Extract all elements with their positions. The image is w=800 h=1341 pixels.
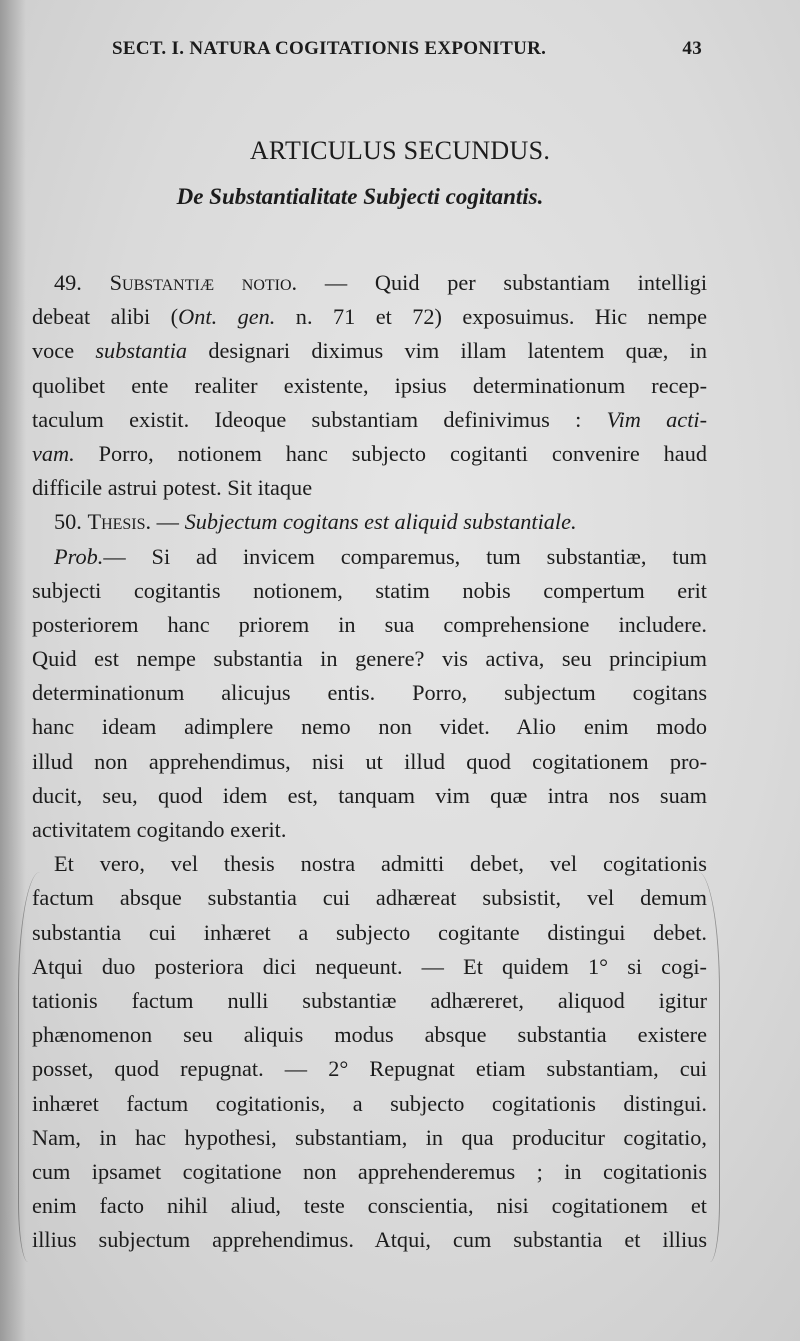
article-heading: ARTICULUS SECUNDUS. (249, 136, 551, 165)
text-line: quolibet ente realiter existente, ipsius determinationum recep- (32, 372, 707, 398)
text-line: Atqui duo posteriora dici nequeunt. — Et quidem 1° si cogi- (32, 953, 707, 979)
text-line: hanc ideam adimplere nemo non videt. Alio enim modo (32, 714, 707, 740)
running-head-title: SECT. I. NATURA COGITATIONIS EXPONITUR. (112, 38, 547, 59)
text-line: ducit, seu, quod idem est, tanquam vim quæ intra nos suam (32, 782, 707, 808)
text-line: debeat alibi (Ont. gen. n. 71 et 72) exposuimus. Hic nempe (32, 304, 707, 330)
text-line: vam. Porro, notionem hanc subjecto cogitanti convenire haud (32, 440, 707, 466)
text-line: Prob.— Si ad invicem comparemus, tum substantiæ, tum (54, 543, 707, 569)
text-line: factum absque substantia cui adhæreat subsistit, vel demum (32, 885, 707, 911)
text-line: 49. Substantiæ notio. — Quid per substantiam intelligi (54, 270, 708, 295)
text-line: illud non apprehendimus, nisi ut illud quod cogitationem pro- (32, 748, 707, 774)
term: substantia (95, 338, 188, 364)
thesis-statement: Subjectum cogitans est aliquid substantiale. (184, 509, 577, 535)
text-line: enim facto nihil aliud, teste conscientia, nisi cogitationem et (32, 1193, 707, 1219)
text-line: illius subjectum apprehendimus. Atqui, cum substantia et illius (32, 1227, 707, 1253)
text-line: determinationum alicujus entis. Porro, subjectum cogitans (32, 680, 707, 706)
text-line: Et vero, vel thesis nostra admitti debet, vel cogitationis (54, 851, 707, 877)
text-line: posset, quod repugnat. — 2° Repugnat etiam substantiam, cui (32, 1056, 707, 1082)
text-line: voce substantia designari diximus vim illam latentem quæ, in (32, 338, 707, 364)
definition: vam. (32, 440, 75, 466)
body-text (32, 266, 707, 1257)
text-line: taculum existit. Ideoque substantiam definivimus : Vim acti- (32, 406, 708, 432)
text-line: inhæret factum cogitationis, a subjecto cogitationis distingui. (32, 1090, 707, 1116)
page-number: 43 (682, 38, 702, 59)
running-head (112, 38, 702, 68)
text-line: subjecti cogitantis notionem, statim nobis compertum erit (32, 577, 707, 603)
text-line: cum ipsamet cogitatione non apprehenderemus ; in cogitationis (32, 1158, 707, 1184)
text-line: phænomenon seu aliquis modus absque substantia existere (32, 1022, 707, 1048)
text-line: Quid est nempe substantia in genere? vis activa, seu principium (32, 646, 707, 672)
text-line: tationis factum nulli substantiæ adhæreret, aliquod igitur (32, 987, 707, 1013)
proof-label: Prob. (54, 543, 104, 569)
text-line: posteriorem hanc priorem in sua comprehensione includere. (32, 611, 707, 637)
text-line: 50. Thesis. — Subjectum cogitans est aliquid substantiale. (54, 509, 577, 535)
text-line: difficile astrui potest. Sit itaque (32, 475, 313, 501)
definition: Vim acti- (606, 406, 708, 432)
section-label: Thesis. (87, 509, 152, 535)
article-subheading: De Substantialitate Subjecti cogitantis. (176, 184, 544, 209)
paragraph-number: 50. (54, 509, 82, 535)
reference: Ont. gen. (178, 304, 276, 330)
text-line: activitatem cogitando exerit. (32, 817, 287, 842)
text-line: substantia cui inhæret a subjecto cogitante distingui debet. (32, 919, 707, 945)
paragraph-number: 49. (54, 270, 82, 295)
section-label: Substantiæ notio. (109, 270, 298, 295)
text-line: Nam, in hac hypothesi, substantiam, in qua producitur cogitatio, (32, 1124, 707, 1150)
